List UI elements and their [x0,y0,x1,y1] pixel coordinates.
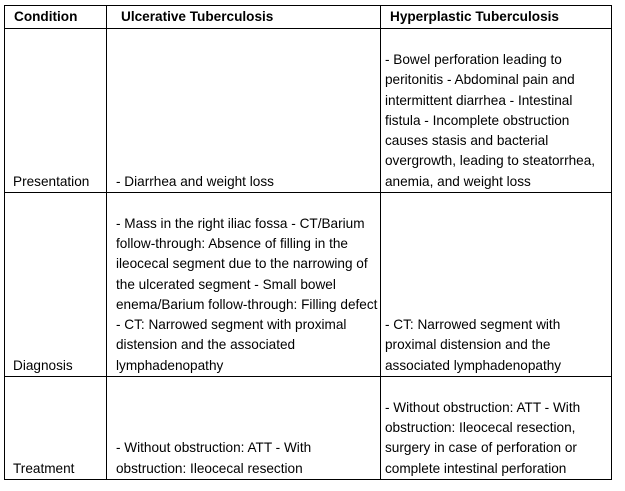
cell-hyperplastic-diagnosis: - CT: Narrowed segment with proximal distension and the associated lymphadenopathy [381,193,612,377]
row-label-presentation: Presentation [5,29,107,193]
cell-hyperplastic-treatment: - Without obstruction: ATT - With obstruction: Ileocecal resection, surgery in case of perforation or complete intestinal perforation [381,377,612,480]
cell-ulcerative-presentation: - Diarrhea and weight loss [107,29,381,193]
row-label-diagnosis: Diagnosis [5,193,107,377]
header-condition: Condition [5,6,107,29]
table-row [5,29,612,193]
row-label-treatment: Treatment [5,377,107,480]
header-row [5,6,612,29]
table-row [5,377,612,480]
table-row [5,193,612,377]
header-ulcerative: Ulcerative Tuberculosis [107,6,381,29]
cell-ulcerative-treatment: - Without obstruction: ATT - With obstruction: Ileocecal resection [107,377,381,480]
cell-hyperplastic-presentation: - Bowel perforation leading to peritonitis - Abdominal pain and intermittent diarrhea - Intestinal fistula - Incomplete obstruction causes stasis and bacterial overgrowth, leading to steatorrhea, anemia, and weight loss [381,29,612,193]
header-hyperplastic: Hyperplastic Tuberculosis [381,6,612,29]
comparison-table [4,5,612,480]
cell-ulcerative-diagnosis: - Mass in the right iliac fossa - CT/Barium follow-through: Absence of filling in the ileocecal segment due to the narrowing of the ulcerated segment - Small bowel enema/Barium follow-through: Filling defect - CT: Narrowed segment with proximal distension and the associated lymphadenopathy [107,193,381,377]
